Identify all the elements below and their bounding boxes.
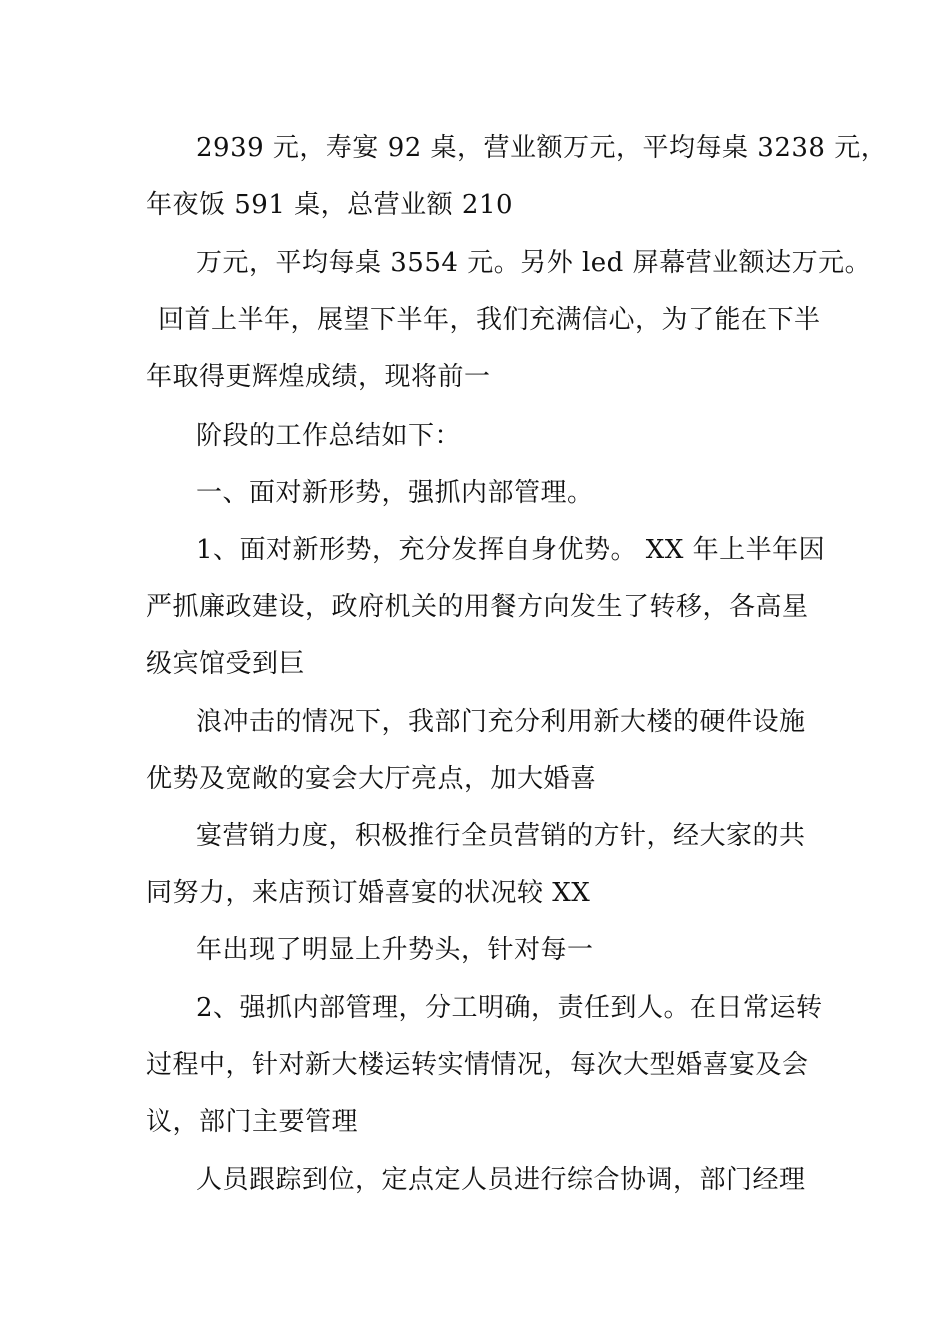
text-line: 浪冲击的情况下，我部门充分利用新大楼的硬件设施 — [196, 707, 806, 737]
text-line: 回首上半年，展望下半年，我们充满信心，为了能在下半 — [158, 305, 821, 335]
paragraph-led-revenue — [146, 235, 872, 406]
paragraph-staff-tracking — [146, 1152, 816, 1209]
text-line: 阶段的工作总结如下： — [196, 421, 462, 451]
paragraph-point-1 — [146, 522, 826, 693]
text-line: 一、面对新形势，强抓内部管理。 — [196, 478, 594, 508]
text-line: 议，部门主要管理 — [146, 1107, 359, 1137]
paragraph-marketing — [146, 808, 816, 922]
paragraph-point-2 — [146, 980, 823, 1151]
paragraph-upward-trend — [146, 922, 816, 979]
text-line: 宴营销力度，积极推行全员营销的方针，经大家的共 — [196, 821, 806, 851]
text-line: 1、面对新形势，充分发挥自身优势。 XX 年上半年因 — [196, 535, 826, 565]
section-heading-internal-management — [146, 465, 816, 522]
text-line: 过程中，针对新大楼运转实情情况，每次大型婚喜宴及会 — [146, 1050, 809, 1080]
text-line: 同努力，来店预订婚喜宴的状况较 XX — [146, 878, 591, 908]
paragraph-summary-intro — [146, 408, 816, 465]
text-line: 人员跟踪到位，定点定人员进行综合协调，部门经理 — [196, 1165, 806, 1195]
text-line: 万元，平均每桌 3554 元。另外 led 屏幕营业额达万元。 — [196, 248, 872, 278]
text-line: 2939 元，寿宴 92 桌，营业额万元，平均每桌 3238 元， — [196, 133, 888, 163]
text-line: 2、强抓内部管理，分工明确，责任到人。在日常运转 — [196, 993, 823, 1023]
text-line: 优势及宽敞的宴会大厅亮点，加大婚喜 — [146, 764, 597, 794]
text-line: 级宾馆受到巨 — [146, 649, 306, 679]
paragraph-revenue-summary — [146, 120, 888, 234]
text-line: 年取得更辉煌成绩，现将前一 — [146, 362, 491, 392]
text-line: 年夜饭 591 桌，总营业额 210 — [146, 190, 514, 220]
text-line: 年出现了明显上升势头，针对每一 — [196, 935, 594, 965]
paragraph-hardware-advantage — [146, 694, 816, 808]
text-line: 严抓廉政建设，政府机关的用餐方向发生了转移，各高星 — [146, 592, 809, 622]
